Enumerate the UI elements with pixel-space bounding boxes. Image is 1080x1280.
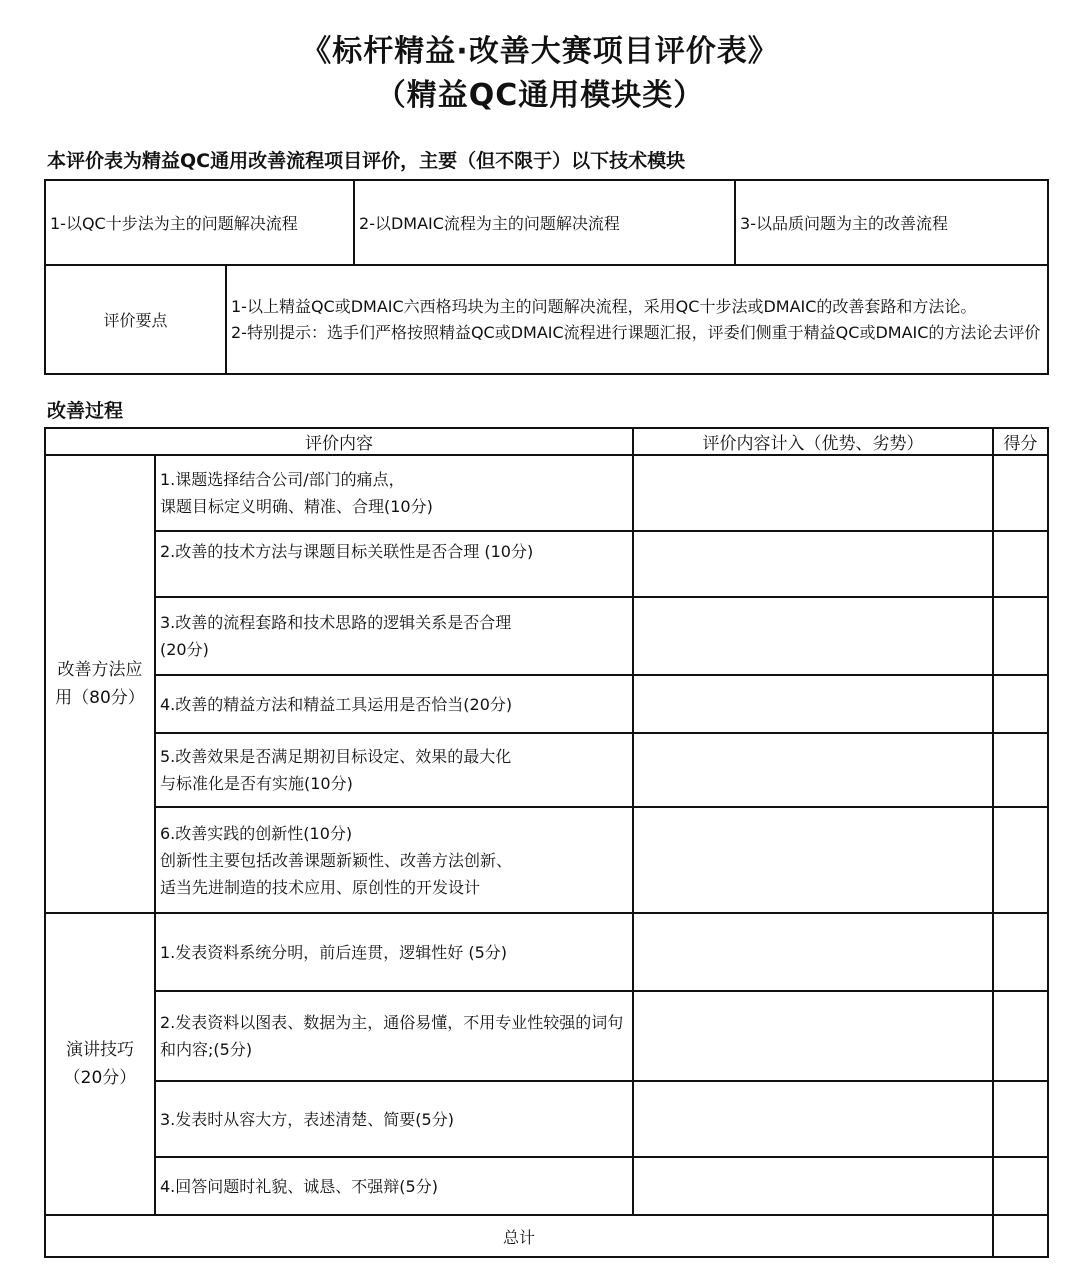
- comment-cell[interactable]: [633, 991, 993, 1081]
- criterion: 3.改善的流程套路和技术思路的逻辑关系是否合理 (20分): [155, 597, 633, 675]
- comment-cell[interactable]: [633, 1081, 993, 1157]
- total-score-cell[interactable]: [993, 1215, 1048, 1257]
- score-cell[interactable]: [993, 597, 1048, 675]
- criterion: 4.改善的精益方法和精益工具运用是否恰当(20分): [155, 675, 633, 733]
- score-cell[interactable]: [993, 991, 1048, 1081]
- page-title: 《标杆精益·改善大赛项目评价表》: [301, 34, 779, 69]
- criterion: 6.改善实践的创新性(10分) 创新性主要包括改善课题新颖性、改善方法创新、 适当先进制造的技术应用、原创性的开发设计: [155, 807, 633, 913]
- key-point-line: 1-以上精益QC或DMAIC六西格玛块为主的问题解决流程，采用QC十步法或DMAIC的改善套路和方法论。: [231, 296, 977, 316]
- process-table: [44, 427, 1049, 1258]
- modules-table: [44, 179, 1049, 375]
- header-content: 评价内容: [45, 428, 633, 455]
- criterion: 5.改善效果是否满足期初目标设定、效果的最大化 与标准化是否有实施(10分): [155, 733, 633, 807]
- score-cell[interactable]: [993, 913, 1048, 991]
- criterion: 1.发表资料系统分明，前后连贯，逻辑性好 (5分): [155, 913, 633, 991]
- key-point-line: 2-特别提示：选手们严格按照精益QC或DMAIC流程进行课题汇报，评委们侧重于精益QC或DMAIC的方法论去评价: [231, 322, 1041, 342]
- comment-cell[interactable]: [633, 913, 993, 991]
- module-cell: 3-以品质问题为主的改善流程: [735, 180, 1048, 265]
- module-cell: 2-以DMAIC流程为主的问题解决流程: [354, 180, 735, 265]
- comment-cell[interactable]: [633, 455, 993, 531]
- header-score: 得分: [993, 428, 1048, 455]
- total-label: 总计: [45, 1215, 993, 1257]
- score-cell[interactable]: [993, 1081, 1048, 1157]
- score-cell[interactable]: [993, 455, 1048, 531]
- comment-cell[interactable]: [633, 675, 993, 733]
- comment-cell[interactable]: [633, 597, 993, 675]
- category-presentation: 演讲技巧（20分）: [45, 913, 155, 1215]
- criterion: 3.发表时从容大方，表述清楚、简要(5分): [155, 1081, 633, 1157]
- process-heading: 改善过程: [47, 400, 124, 422]
- comment-cell[interactable]: [633, 531, 993, 597]
- comment-cell[interactable]: [633, 1157, 993, 1215]
- key-points-label: 评价要点: [45, 265, 226, 374]
- score-cell[interactable]: [993, 1157, 1048, 1215]
- criterion: 2.改善的技术方法与课题目标关联性是否合理 (10分): [155, 531, 633, 597]
- criterion: 2.发表资料以图表、数据为主，通俗易懂，不用专业性较强的词句和内容;(5分): [155, 991, 633, 1081]
- key-points-content: [226, 265, 1048, 374]
- header-comments: 评价内容计入（优势、劣势）: [633, 428, 993, 455]
- criterion: 4.回答问题时礼貌、诚恳、不强辩(5分): [155, 1157, 633, 1215]
- comment-cell[interactable]: [633, 807, 993, 913]
- module-cell: 1-以QC十步法为主的问题解决流程: [45, 180, 354, 265]
- score-cell[interactable]: [993, 807, 1048, 913]
- comment-cell[interactable]: [633, 733, 993, 807]
- criterion: 1.课题选择结合公司/部门的痛点， 课题目标定义明确、精准、合理(10分): [155, 455, 633, 531]
- score-cell[interactable]: [993, 675, 1048, 733]
- intro-heading: 本评价表为精益QC通用改善流程项目评价，主要（但不限于）以下技术模块: [47, 150, 686, 172]
- category-method: 改善方法应用（80分）: [45, 455, 155, 913]
- score-cell[interactable]: [993, 531, 1048, 597]
- page-subtitle: （精益QC通用模块类）: [375, 78, 705, 113]
- score-cell[interactable]: [993, 733, 1048, 807]
